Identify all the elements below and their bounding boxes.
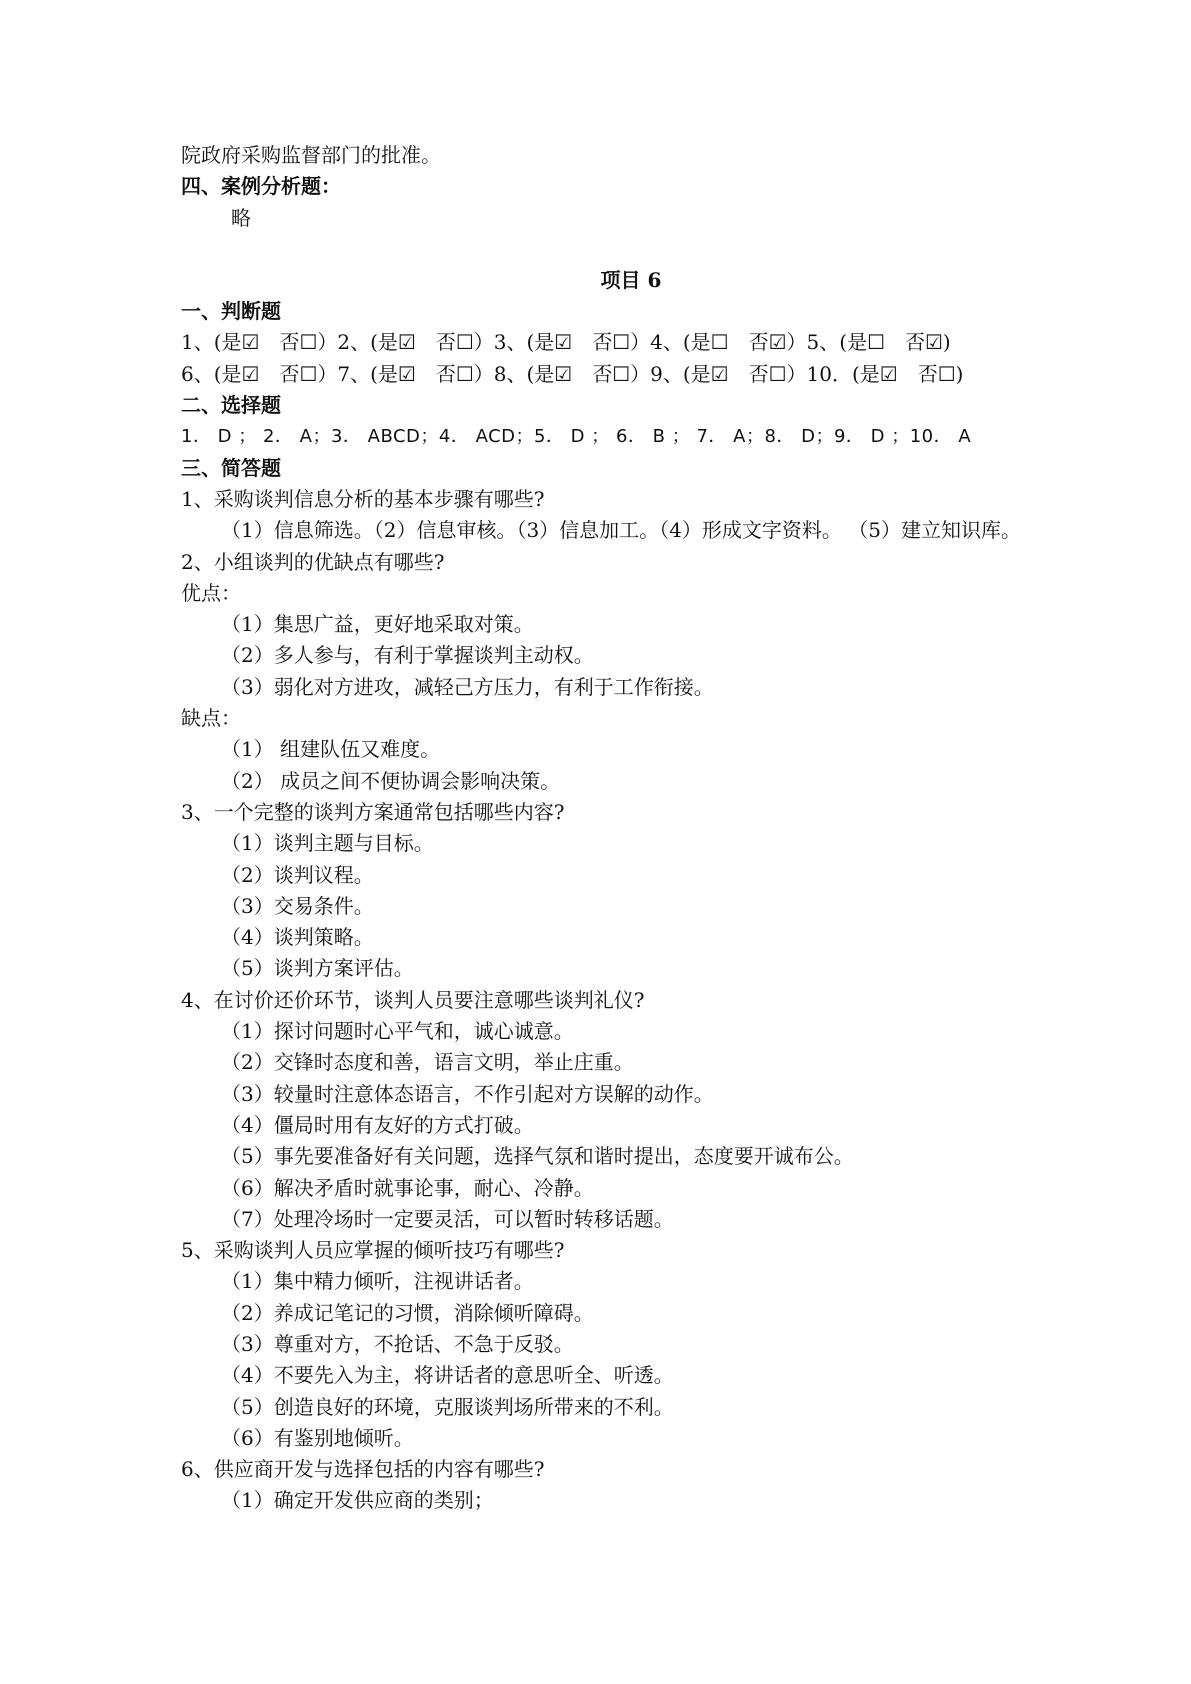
question-1-answer: （1）信息筛选。（2）信息审核。（3）信息加工。（4）形成文字资料。 （5）建立知识库。 [221, 518, 1021, 543]
project-title: 项目 6 [600, 267, 662, 292]
list-item: （1）确定开发供应商的类别； [221, 1488, 494, 1513]
list-item: （5）创造良好的环境，克服谈判场所带来的不利。 [221, 1394, 674, 1419]
list-item: （5）事先要准备好有关问题，选择气氛和谐时提出，态度要开诚布公。 [221, 1144, 854, 1169]
section-heading-short-answer: 三、简答题 [181, 455, 281, 480]
list-item: （6）有鉴别地倾听。 [221, 1425, 414, 1450]
list-item: （1）探讨问题时心平气和，诚心诚意。 [221, 1019, 574, 1044]
judgment-answers-row-2: 6、(是☑ 否☐）7、(是☑ 否☐）8、(是☑ 否☐）9、(是☑ 否☐）10．(是☑ 否☐) [181, 361, 964, 386]
list-item: （2）交锋时态度和善，语言文明，举止庄重。 [221, 1050, 634, 1075]
section-heading-judgment: 一、判断题 [181, 299, 281, 324]
judgment-answers-row-1: 1、(是☑ 否☐）2、(是☑ 否☐）3、(是☑ 否☐）4、(是☐ 否☑）5、(是☐ 否☑) [181, 330, 951, 355]
list-item: （2）多人参与，有利于掌握谈判主动权。 [221, 643, 594, 668]
list-item: （1） 组建队伍又难度。 [221, 737, 441, 762]
list-item: （4）僵局时用有友好的方式打破。 [221, 1112, 534, 1137]
section-heading-case-analysis: 四、案例分析题： [181, 174, 341, 199]
list-item: （4）谈判策略。 [221, 925, 374, 950]
cons-label: 缺点： [181, 706, 241, 731]
list-item: （1）集中精力倾听，注视讲话者。 [221, 1269, 534, 1294]
list-item: （3）较量时注意体态语言，不作引起对方误解的动作。 [221, 1081, 714, 1106]
list-item: （2）养成记笔记的习惯，消除倾听障碍。 [221, 1300, 594, 1325]
list-item: （2）谈判议程。 [221, 862, 374, 887]
section-heading-choice: 二、选择题 [181, 393, 281, 418]
list-item: （3）弱化对方进攻，减轻己方压力，有利于工作衔接。 [221, 674, 714, 699]
list-item: （3）交易条件。 [221, 893, 374, 918]
list-item: （6）解决矛盾时就事论事，耐心、冷静。 [221, 1175, 594, 1200]
choice-answers-row: 1． D ； 2． A；3． ABCD；4． ACD；5． D ； 6． B ； 7． A；8． D；9． D ；10． A [181, 426, 972, 448]
question-6: 6、供应商开发与选择包括的内容有哪些? [181, 1457, 545, 1482]
list-item: （5）谈判方案评估。 [221, 956, 414, 981]
list-item: （7）处理冷场时一定要灵活，可以暂时转移话题。 [221, 1206, 674, 1231]
list-item: （1）集思广益，更好地采取对策。 [221, 612, 534, 637]
list-item: （1）谈判主题与目标。 [221, 831, 434, 856]
document-page [181, 140, 1081, 1517]
question-3: 3、一个完整的谈判方案通常包括哪些内容? [181, 799, 565, 824]
list-item: （3）尊重对方，不抢话、不急于反驳。 [221, 1331, 574, 1356]
list-item: （4）不要先入为主，将讲话者的意思听全、听透。 [221, 1363, 674, 1388]
case-analysis-body: 略 [231, 205, 251, 230]
question-2: 2、小组谈判的优缺点有哪些? [181, 549, 445, 574]
list-item: （2） 成员之间不便协调会影响决策。 [221, 768, 561, 793]
question-5: 5、采购谈判人员应掌握的倾听技巧有哪些? [181, 1238, 565, 1263]
question-4: 4、在讨价还价环节，谈判人员要注意哪些谈判礼仪? [181, 987, 645, 1012]
question-1: 1、采购谈判信息分析的基本步骤有哪些? [181, 486, 545, 511]
pros-label: 优点： [181, 580, 241, 605]
continued-text: 院政府采购监督部门的批准。 [181, 143, 441, 167]
